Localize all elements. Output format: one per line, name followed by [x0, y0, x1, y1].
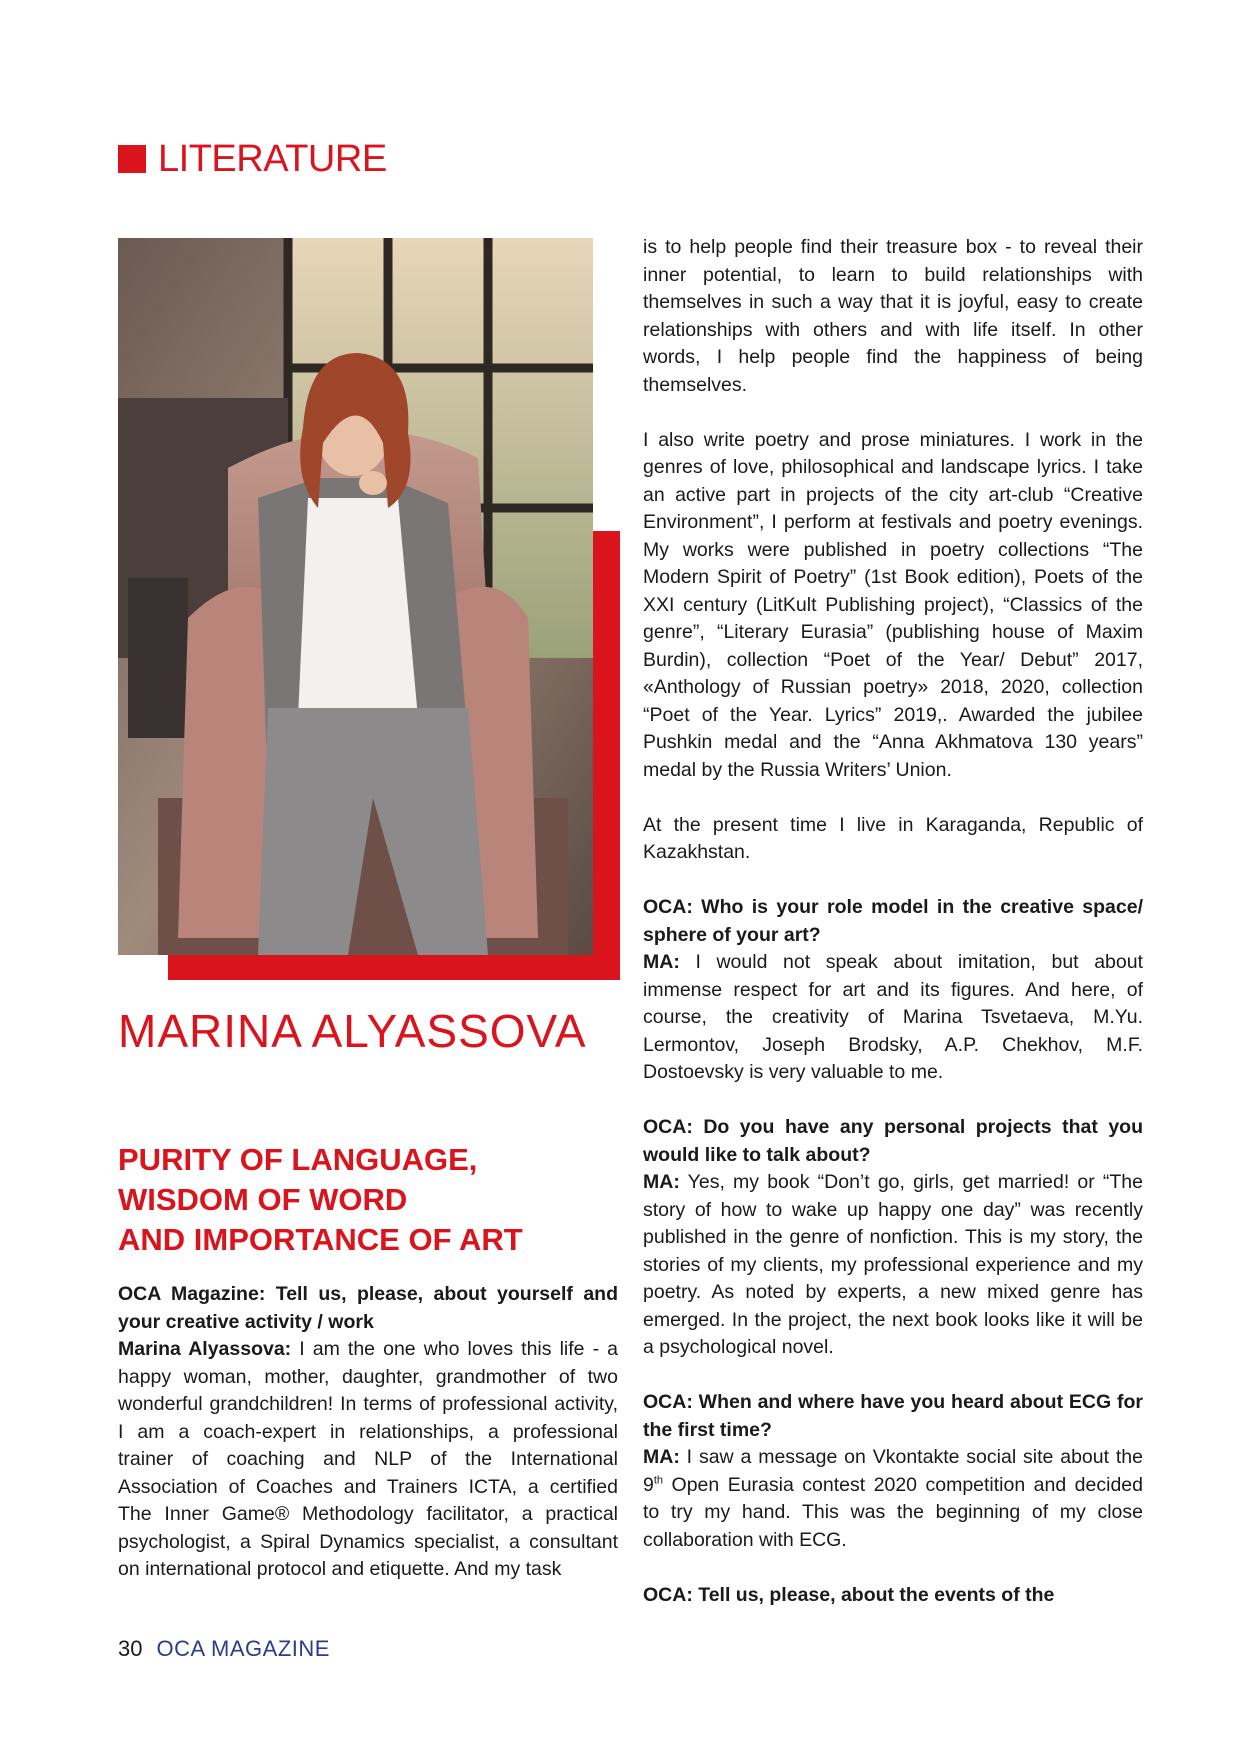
section-square-icon	[118, 145, 146, 173]
answer-text: I would not speak about imitation, but about immense respect for art and its figures. And here, of course, the creativity of Marina Tsvetaeva, M.Yu. Lermontov, Joseph Brodsky, A.P. Chekhov, M.F. Dostoevsky is very valuable to me.	[643, 951, 1143, 1083]
author-photo	[118, 238, 593, 955]
section-header	[118, 138, 387, 180]
subtitle-line: WISDOM OF WORD	[118, 1182, 408, 1217]
paragraph: I also write poetry and prose miniatures. I work in the genres of love, philosophical and landscape lyrics. I take an active part in projects of the city art-club “Creative Environment”, I perform at festivals and poetry evenings. My works were published in poetry collections “The Modern Spirit of Poetry” (1st Book edition), Poets of the XXI century (LitKult Publishing project), “Classics of the genre”, “Literary Eurasia” (publishing house of Maxim Burdin), collection “Poet of the Year/ Debut” 2017, «Anthology of Russian poetry» 2018, 2020, collection “Poet of the Year. Lyrics” 2019,. Awarded the jubilee Pushkin medal and the “Anna Akhmatova 130 years” medal by the Russia Writers’ Union.	[643, 428, 1143, 781]
question: OCA: Who is your role model in the creative space/ sphere of your art?	[643, 896, 1143, 946]
paragraph: is to help people find their treasure box - to reveal their inner potential, to learn to build relationships with themselves in such a way that it is joyful, easy to create relationships with others and with life itself. In other words, I help people find the happiness of being themselves.	[643, 236, 1143, 396]
page-number: 30	[118, 1636, 143, 1661]
portrait-image	[118, 238, 593, 955]
question: OCA: Tell us, please, about the events of the	[643, 1583, 1055, 1606]
right-column-text	[643, 234, 1143, 1609]
answer-text: I saw a message on Vkontakte social site about the 9	[643, 1446, 1143, 1496]
paragraph: At the present time I live in Karaganda, Republic of Kazakhstan.	[643, 813, 1143, 863]
question: OCA: Do you have any personal projects that you would like to talk about?	[643, 1116, 1143, 1166]
question: OCA: When and where have you heard about ECG for the first time?	[643, 1391, 1143, 1441]
answer-label: MA:	[643, 951, 680, 973]
subtitle-line: AND IMPORTANCE OF ART	[118, 1222, 523, 1257]
section-title: LITERATURE	[158, 137, 387, 180]
answer-text: I am the one who loves this life - a happy woman, mother, daughter, grandmother of two wonderful grandchildren! In terms of professional activity, I am a coach-expert in relationships, a professional trainer of coaching and NLP of the International Association of Coaches and Trainers ICTA, a certified The Inner Game® Methodology facilitator, a practical psychologist, a Spiral Dynamics specialist, a consultant on international protocol and etiquette. And my task	[118, 1338, 618, 1580]
answer-label: MA:	[643, 1446, 680, 1468]
magazine-name: OCA MAGAZINE	[156, 1636, 330, 1661]
answer-label: MA:	[643, 1171, 680, 1193]
answer-text: Open Eurasia contest 2020 competition and decided to try my hand. This was the beginning of my close collaboration with ECG.	[643, 1473, 1143, 1551]
ordinal-suffix: th	[653, 1474, 664, 1486]
author-name: MARINA ALYASSOVA	[118, 1005, 587, 1057]
article-subtitle	[118, 1140, 618, 1260]
question: OCA Magazine: Tell us, please, about yourself and your creative activity / work	[118, 1283, 618, 1333]
answer-text: Yes, my book “Don’t go, girls, get married! or “The story of how to wake up happy one day” was recently published in the genre of nonfiction. This is my story, the stories of my clients, my professional experience and my poetry. As noted by experts, a new mixed genre has emerged. In the project, the next book looks like it will be a psychological novel.	[643, 1171, 1143, 1358]
subtitle-line: PURITY OF LANGUAGE,	[118, 1142, 478, 1177]
answer-label: Marina Alyassova:	[118, 1338, 292, 1360]
left-column-text	[118, 1281, 618, 1584]
page-footer	[118, 1636, 330, 1662]
